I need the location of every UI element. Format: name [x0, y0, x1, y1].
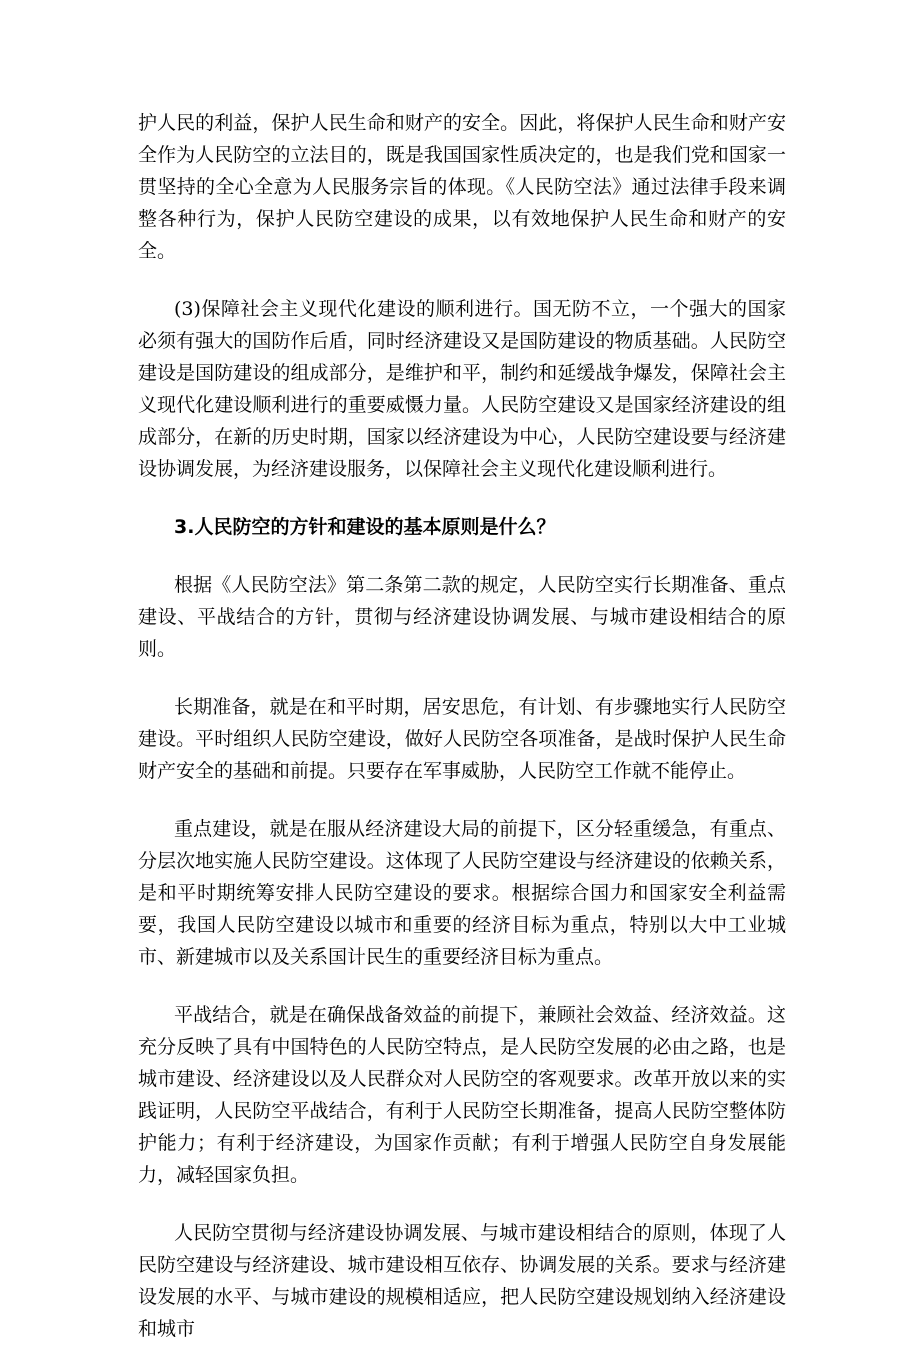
paragraph-modernization: (3)保障社会主义现代化建设的顺利进行。国无防不立，一个强大的国家必须有强大的国防作后盾，同时经济建设又是国防建设的物质基础。人民防空建设是国防建设的组成部分，是维护和平，制约和延缓战争爆发，保障社会主义现代化建设顺利进行的重要威慑力量。人民防空建设又是国家经济建设的组成部分，在新的历史时期，国家以经济建设为中心，人民防空建设要与经济建设协调发展，为经济建设服务，以保障社会主义现代化建设顺利进行。	[138, 298, 786, 480]
paragraph-key-construction: 重点建设，就是在服从经济建设大局的前提下，区分轻重缓急，有重点、分层次地实施人民防空建设。这体现了人民防空建设与经济建设的依赖关系，是和平时期统筹安排人民防空建设的要求。根据综合国力和国家安全利益需要，我国人民防空建设以城市和重要的经济目标为重点，特别以大中工业城市、新建城市以及关系国计民生的重要经济目标为重点。	[138, 818, 786, 968]
paragraph-protect-people: 护人民的利益，保护人民生命和财产的安全。因此，将保护人民生命和财产安全作为人民防空的立法目的，既是我国国家性质决定的，也是我们党和国家一贯坚持的全心全意为人民服务宗旨的体现。《人民防空法》通过法律手段来调整各种行为，保护人民防空建设的成果，以有效地保护人民生命和财产的安全。	[138, 112, 786, 262]
paragraph-peace-war-combination: 平战结合，就是在确保战备效益的前提下，兼顾社会效益、经济效益。这充分反映了具有中国特色的人民防空特点，是人民防空发展的必由之路，也是城市建设、经济建设以及人民群众对人民防空的客观要求。改革开放以来的实践证明，人民防空平战结合，有利于人民防空长期准备，提高人民防空整体防护能力；有利于经济建设，为国家作贡献；有利于增强人民防空自身发展能力，减轻国家负担。	[138, 1004, 786, 1186]
paragraph-coordinated-development: 人民防空贯彻与经济建设协调发展、与城市建设相结合的原则，体现了人民防空建设与经济建设、城市建设相互依存、协调发展的关系。要求与经济建设发展的水平、与城市建设的规模相适应，把人民防空建设规划纳入经济建设和城市	[138, 1222, 786, 1340]
document-body	[138, 107, 786, 1371]
section-heading-3: 3.人民防空的方针和建设的基本原则是什么？	[174, 516, 556, 538]
paragraph-long-term-preparation: 长期准备，就是在和平时期，居安思危，有计划、有步骤地实行人民防空建设。平时组织人民防空建设，做好人民防空各项准备，是战时保护人民生命财产安全的基础和前提。只要存在军事威胁，人民防空工作就不能停止。	[138, 696, 786, 782]
paragraph-policy: 根据《人民防空法》第二条第二款的规定，人民防空实行长期准备、重点建设、平战结合的方针，贯彻与经济建设协调发展、与城市建设相结合的原则。	[138, 574, 786, 660]
